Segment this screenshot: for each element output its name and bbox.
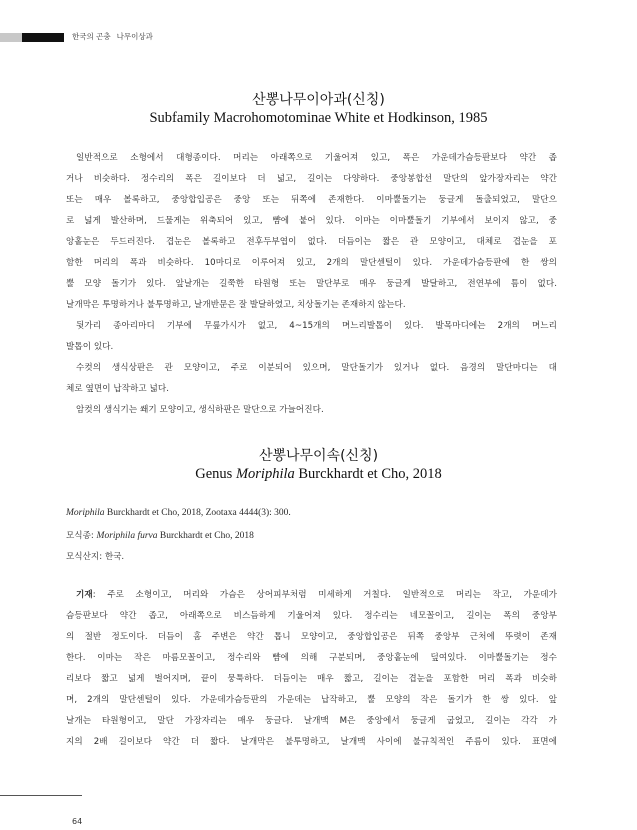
genus-title-prefix: Genus	[195, 466, 236, 482]
type-locality	[66, 550, 124, 562]
desc-first-text: : 주로 소형이고, 머리와 가슴은 상어피부처럼 미세하게 거칠다. 일반적으로 머리는 작고, 가운데가	[92, 590, 557, 600]
header-chapter-title: 나무이상과	[116, 32, 153, 41]
type-species-author: Burckhardt et Cho, 2018	[157, 531, 254, 541]
genus-title-author: Burckhardt et Cho, 2018	[294, 466, 442, 482]
genus-title-korean: 산뽕나무이속(신칭)	[258, 448, 379, 464]
subfamily-leg-line: 뒷가리 종아리마디 기부에 무릎가시가 없고, 4~15개의 며느리발톱이 있다. 발목마디에는 2개의 며느리	[76, 321, 557, 331]
subfamily-male-line: 체로 옆면이 납작하고 넓다.	[66, 384, 169, 394]
desc-label: 기재	[76, 590, 93, 600]
subfamily-desc-line: 뿔 모양 돌기가 있다. 앞날개는 길쭉한 타원형 또는 말단부로 매우 둥글게 발달하고, 전연부에 틈이 없다.	[66, 279, 557, 289]
subfamily-male-line: 수컷의 생식상판은 관 모양이고, 주로 이분되어 있으며, 말단돌기가 있거나 없다. 음경의 말단마디는 대	[76, 363, 557, 373]
page-number: 64	[72, 817, 83, 826]
citation-reference: Burckhardt et Cho, 2018, Zootaxa 4444(3): 300.	[104, 508, 291, 518]
subfamily-desc-line: 날개막은 투명하거나 불투명하고, 날개반문은 잘 발달하였고, 치상돌기는 존재하지 않는다.	[66, 300, 406, 310]
type-species-name: Moriphila furva	[96, 531, 158, 541]
subfamily-leg-line: 발톱이 있다.	[66, 342, 114, 352]
subfamily-desc-line: 앙홑눈은 두드러진다. 겹눈은 볼록하고 전후두부엽이 없다. 더듬이는 짧은 관 모양이고, 대체로 겹눈을 포	[66, 237, 557, 247]
genus-desc-line: 날개는 타원형이고, 말단 가장자리는 매우 둥글다. 날개맥 M은 중앙에서 둥글게 굽었고, 길이는 각각 가	[66, 716, 557, 726]
genus-desc-line: 슴등판보다 약간 좁고, 아래쪽으로 비스듬하게 기울어져 있다. 정수리는 네모꼴이고, 길이는 폭의 중앙부	[66, 611, 557, 621]
running-header	[72, 31, 153, 42]
header-book-title: 한국의 곤충	[72, 32, 111, 41]
type-species	[66, 529, 254, 541]
subfamily-desc-line: 거나 비슷하다. 정수리의 폭은 길이보다 더 넓고, 길이는 다양하다. 중앙봉합선 말단의 앞가장자리는 약간	[66, 174, 557, 184]
header-bar-accent	[22, 33, 64, 42]
subfamily-desc-line: 함한 머리의 폭과 비슷하다. 10마디로 이루어져 있고, 2개의 말단센털이 있다. 가운데가슴등판에 한 쌍의	[66, 258, 557, 268]
type-locality-text: 모식산지: 한국.	[66, 552, 125, 562]
genus-desc-line	[76, 588, 557, 600]
genus-title-english	[0, 466, 637, 483]
footer-rule	[0, 795, 82, 796]
genus-title-name: Moriphila	[235, 466, 295, 482]
genus-desc-line: 한다. 이마는 작은 마름모꼴이고, 정수리와 뺨에 의해 구분되며, 중앙홑눈에 덮여있다. 이마뿔돌기는 정수	[66, 653, 557, 663]
subfamily-female-line: 암컷의 생식기는 쐐기 모양이고, 생식하판은 말단으로 가늘어진다.	[76, 405, 324, 415]
genus-desc-line: 의 절반 정도이다. 더듬이 홈 주변은 약간 톱니 모양이고, 중앙합입공은 뒤쪽 중앙부 근처에 뚜렷이 존재	[66, 632, 557, 642]
subfamily-desc-line: 일반적으로 소형에서 대형종이다. 머리는 아래쪽으로 기울어져 있고, 폭은 가운데가슴등판보다 약간 좁	[76, 153, 557, 163]
citation-genus: Moriphila	[66, 508, 105, 518]
genus-citation	[66, 508, 291, 518]
genus-desc-line: 지의 2배 길이보다 약간 더 짧다. 날개막은 불투명하고, 날개맥 사이에 불규칙적인 주름이 있다. 표면에	[66, 737, 557, 747]
genus-desc-line: 며, 2개의 말단센털이 있다. 가운데가슴등판의 가운데는 납작하고, 뿔 모양의 작은 돌기가 한 쌍 있다. 앞	[66, 695, 557, 705]
subfamily-desc-line: 로 넓게 발산하며, 드물게는 위축되어 있고, 뺨에 붙어 있다. 이마는 이마뿔돌기 기부에서 보이지 않고, 중	[66, 216, 557, 226]
subfamily-desc-line: 또는 매우 볼록하고, 중앙합입공은 중앙 또는 뒤쪽에 존재한다. 이마뿔돌기는 둥글게 돌출되었고, 말단으	[66, 195, 557, 205]
subfamily-title-english: Subfamily Macrohomotominae White et Hodkinson, 1985	[149, 110, 488, 126]
genus-desc-line: 리보다 짧고 넓게 벌어지며, 끝이 뭉툭하다. 더듬이는 매우 짧고, 길이는 겹눈을 포함한 머리 폭과 비슷하	[66, 674, 557, 684]
type-species-label: 모식종:	[66, 531, 97, 541]
subfamily-title-korean: 산뽕나무이아과(신칭)	[252, 92, 385, 108]
